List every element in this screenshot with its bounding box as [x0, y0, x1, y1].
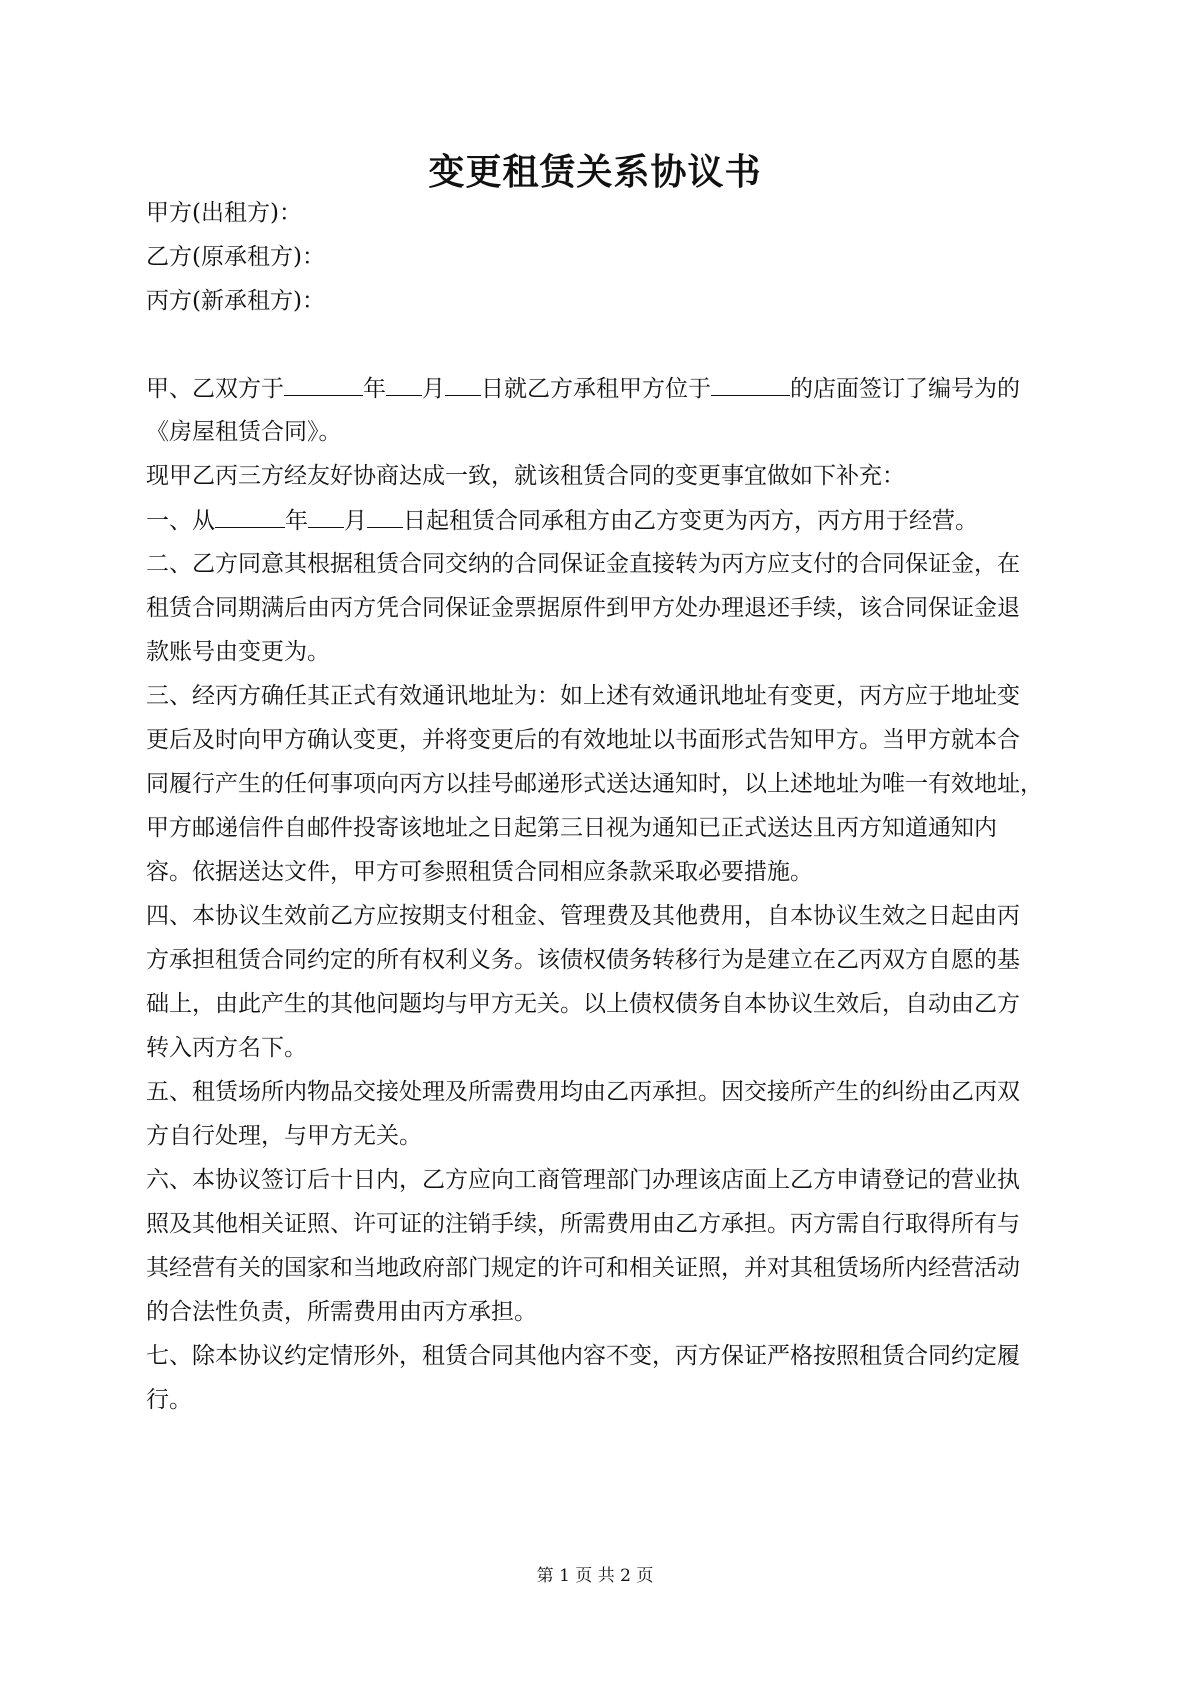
clause-2-line: 款账号由变更为。	[146, 639, 330, 665]
clause-4-line: 四、本协议生效前乙方应按期支付租金、管理费及其他费用，自本协议生效之日起由丙	[146, 903, 1020, 929]
party-c-label: 丙方(新承租方)：	[146, 288, 325, 314]
party-a-label: 甲方(出租方)：	[146, 200, 302, 226]
clause-5-line: 五、租赁场所内物品交接处理及所需费用均由乙丙承担。因交接所产生的纠纷由乙丙双	[146, 1079, 1020, 1105]
clause-3-line: 容。依据送达文件，甲方可参照租赁合同相应条款采取必要措施。	[146, 859, 813, 885]
blank-day	[445, 373, 481, 396]
clause-4-line: 方承担租赁合同约定的所有权利义务。该债权债务转移行为是建立在乙丙双方自愿的基	[146, 947, 1020, 973]
blank-month	[308, 505, 344, 528]
party-b-label: 乙方(原承租方)：	[146, 244, 325, 270]
blank-year	[284, 373, 363, 396]
blank-day	[367, 505, 403, 528]
clause-2-line: 二、乙方同意其根据租赁合同交纳的合同保证金直接转为丙方应支付的合同保证金，在	[146, 551, 1020, 577]
page-number-footer: 第 1 页 共 2 页	[536, 1566, 654, 1586]
clause-7-line: 行。	[146, 1387, 192, 1413]
clause-6-line: 六、本协议签订后十日内，乙方应向工商管理部门办理该店面上乙方申请登记的营业执	[146, 1167, 1020, 1193]
clause-2-line: 租赁合同期满后由丙方凭合同保证金票据原件到甲方处办理退还手续，该合同保证金退	[146, 595, 1020, 621]
clause-4-line: 转入丙方名下。	[146, 1035, 307, 1061]
intro-line-2: 《房屋租赁合同》。	[146, 419, 342, 445]
clause-6-line: 照及其他相关证照、许可证的注销手续，所需费用由乙方承担。丙方需自行取得所有与	[146, 1211, 1020, 1237]
clause-3-line: 更后及时向甲方确认变更，并将变更后的有效地址以书面形式告知甲方。当甲方就本合	[146, 727, 1020, 753]
document-title: 变更租赁关系协议书	[428, 151, 762, 193]
blank-month	[386, 373, 422, 396]
intro-line-1: 甲、乙双方于 年 月 日就乙方承租甲方位于 的店面签订了编号为的	[146, 373, 1020, 404]
blank-year	[215, 505, 285, 528]
clause-3-line: 同履行产生的任何事项向丙方以挂号邮递形式送达通知时，以上述地址为唯一有效地址，	[146, 771, 1043, 797]
clause-5-line: 方自行处理，与甲方无关。	[146, 1123, 422, 1149]
clause-6-line: 其经营有关的国家和当地政府部门规定的许可和相关证照，并对其租赁场所内经营活动	[146, 1255, 1020, 1281]
blank-location	[711, 373, 790, 396]
clause-7-line: 七、除本协议约定情形外，租赁合同其他内容不变，丙方保证严格按照租赁合同约定履	[146, 1343, 1020, 1369]
clause-6-line: 的合法性负责，所需费用由丙方承担。	[146, 1299, 537, 1325]
clause-3-line: 甲方邮递信件自邮件投寄该地址之日起第三日视为通知已正式送达且丙方知道通知内	[146, 815, 997, 841]
clause-3-line: 三、经丙方确任其正式有效通讯地址为：如上述有效通讯地址有变更，丙方应于地址变	[146, 683, 1020, 709]
clause-4-line: 础上，由此产生的其他问题均与甲方无关。以上债权债务自本协议生效后，自动由乙方	[146, 991, 1020, 1017]
clause-1: 一、从 年 月 日起租赁合同承租方由乙方变更为丙方，丙方用于经营。	[146, 505, 978, 536]
consensus-line: 现甲乙丙三方经友好协商达成一致，就该租赁合同的变更事宜做如下补充：	[146, 463, 905, 489]
